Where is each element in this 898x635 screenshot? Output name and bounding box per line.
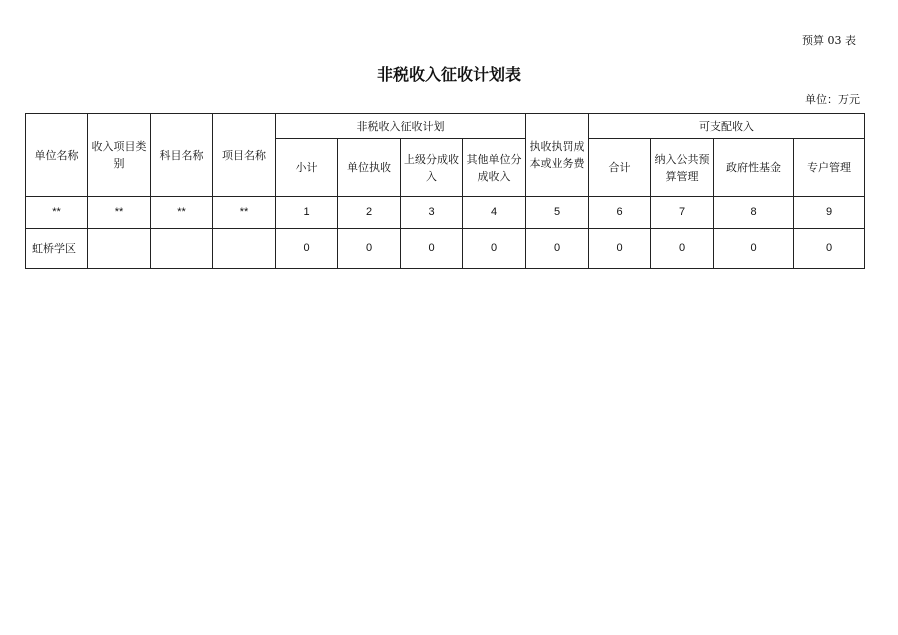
header-item-name: 项目名称 bbox=[213, 114, 276, 197]
cell-unit-collect: 0 bbox=[338, 229, 401, 269]
form-number: 预算 03 表 bbox=[802, 34, 856, 47]
header-special-account: 专户管理 bbox=[794, 139, 865, 197]
header-disposable: 可支配收入 bbox=[589, 114, 865, 139]
header-unit-collect: 单位执收 bbox=[338, 139, 401, 197]
header-subject-name: 科目名称 bbox=[151, 114, 213, 197]
index-cell: ** bbox=[26, 197, 88, 229]
index-cell: 3 bbox=[401, 197, 463, 229]
cell-public-budget: 0 bbox=[651, 229, 714, 269]
cell-subtotal: 0 bbox=[276, 229, 338, 269]
cell-unit-name: 虹桥学区 bbox=[26, 229, 88, 269]
header-total: 合计 bbox=[589, 139, 651, 197]
cell-penalty-cost: 0 bbox=[526, 229, 589, 269]
header-other-unit-share: 其他单位分成收入 bbox=[463, 139, 526, 197]
index-cell: 5 bbox=[526, 197, 589, 229]
header-revenue-item-type: 收入项目类别 bbox=[88, 114, 151, 197]
nontax-plan-table bbox=[25, 113, 865, 269]
cell-subject-name bbox=[151, 229, 213, 269]
index-cell: ** bbox=[213, 197, 276, 229]
index-cell: 7 bbox=[651, 197, 714, 229]
page-title: 非税收入征收计划表 bbox=[376, 65, 521, 84]
header-upper-share: 上级分成收入 bbox=[401, 139, 463, 197]
header-penalty-cost: 执收执罚成本或业务费 bbox=[526, 114, 589, 197]
cell-special-account: 0 bbox=[794, 229, 865, 269]
table-row bbox=[26, 229, 865, 269]
cell-item-name bbox=[213, 229, 276, 269]
index-row bbox=[26, 197, 865, 229]
index-cell: 4 bbox=[463, 197, 526, 229]
index-cell: 1 bbox=[276, 197, 338, 229]
header-unit-name: 单位名称 bbox=[26, 114, 88, 197]
cell-upper-share: 0 bbox=[401, 229, 463, 269]
index-cell: 9 bbox=[794, 197, 865, 229]
cell-revenue-item-type bbox=[88, 229, 151, 269]
index-cell: ** bbox=[88, 197, 151, 229]
unit-label: 单位：万元 bbox=[805, 93, 860, 106]
cell-total: 0 bbox=[589, 229, 651, 269]
index-cell: 2 bbox=[338, 197, 401, 229]
header-gov-fund: 政府性基金 bbox=[714, 139, 794, 197]
index-cell: 6 bbox=[589, 197, 651, 229]
header-subtotal: 小计 bbox=[276, 139, 338, 197]
cell-gov-fund: 0 bbox=[714, 229, 794, 269]
cell-other-unit-share: 0 bbox=[463, 229, 526, 269]
header-row-1 bbox=[26, 114, 865, 139]
header-nontax-plan: 非税收入征收计划 bbox=[276, 114, 526, 139]
index-cell: ** bbox=[151, 197, 213, 229]
header-public-budget: 纳入公共预算管理 bbox=[651, 139, 714, 197]
index-cell: 8 bbox=[714, 197, 794, 229]
